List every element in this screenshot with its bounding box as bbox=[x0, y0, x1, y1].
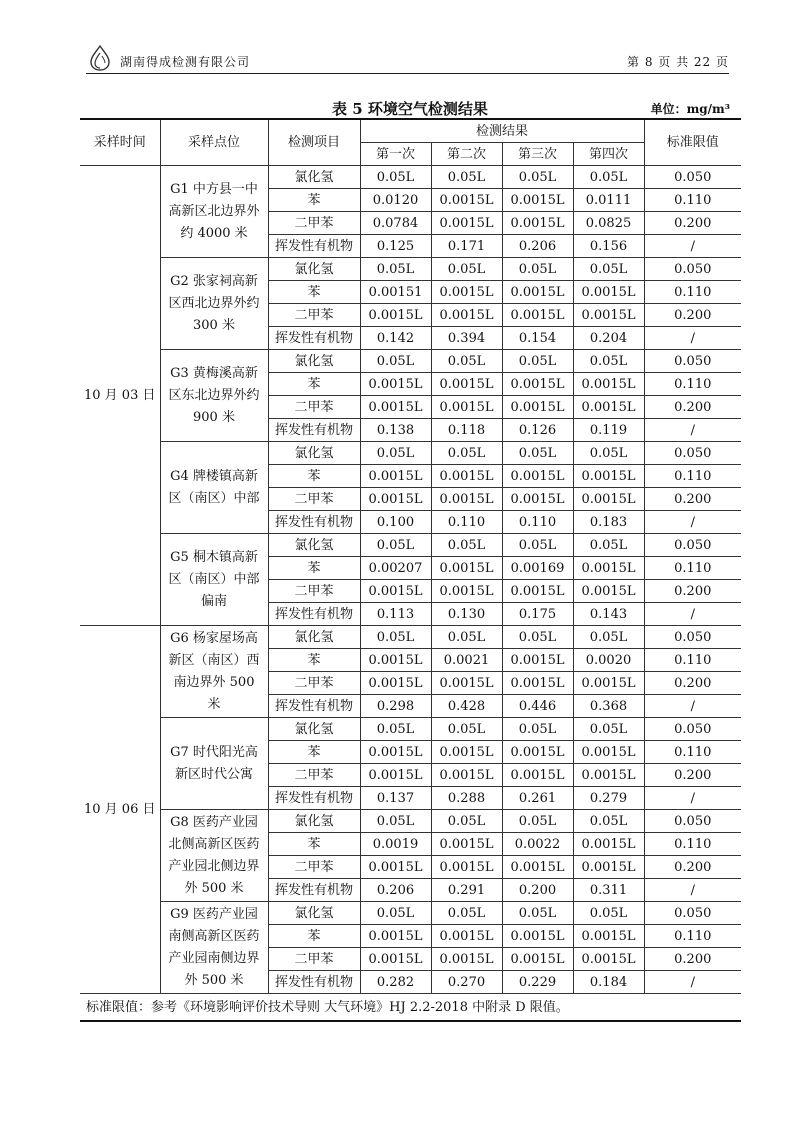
test-item: 二甲苯 bbox=[268, 580, 360, 603]
result-value: 0.0019 bbox=[360, 833, 431, 856]
test-item: 挥发性有机物 bbox=[268, 511, 360, 534]
result-value: 0.394 bbox=[431, 327, 502, 350]
result-value: 0.125 bbox=[360, 235, 431, 258]
result-value: 0.291 bbox=[431, 879, 502, 902]
table-row bbox=[80, 166, 741, 189]
standard-limit: 0.110 bbox=[644, 741, 741, 764]
sampling-site: G9 医药产业园南侧高新区医药产业园南侧边界外 500 米 bbox=[160, 902, 268, 994]
result-value: 0.143 bbox=[573, 603, 644, 626]
test-item: 挥发性有机物 bbox=[268, 235, 360, 258]
result-value: 0.0020 bbox=[573, 649, 644, 672]
result-value: 0.0825 bbox=[573, 212, 644, 235]
test-item: 氯化氢 bbox=[268, 626, 360, 649]
result-value: 0.142 bbox=[360, 327, 431, 350]
test-item: 二甲苯 bbox=[268, 304, 360, 327]
result-value: 0.05L bbox=[360, 534, 431, 557]
standard-limit: 0.200 bbox=[644, 212, 741, 235]
result-value: 0.0015L bbox=[431, 741, 502, 764]
test-item: 苯 bbox=[268, 465, 360, 488]
result-value: 0.184 bbox=[573, 971, 644, 994]
standard-limit: / bbox=[644, 419, 741, 442]
result-value: 0.113 bbox=[360, 603, 431, 626]
result-value: 0.0015L bbox=[431, 488, 502, 511]
test-item: 二甲苯 bbox=[268, 396, 360, 419]
result-value: 0.0015L bbox=[502, 925, 573, 948]
result-value: 0.0015L bbox=[360, 304, 431, 327]
test-item: 苯 bbox=[268, 189, 360, 212]
table-row bbox=[80, 902, 741, 925]
result-value: 0.00169 bbox=[502, 557, 573, 580]
result-value: 0.100 bbox=[360, 511, 431, 534]
header-limit: 标准限值 bbox=[644, 119, 741, 166]
standard-limit: / bbox=[644, 511, 741, 534]
standard-limit: 0.200 bbox=[644, 488, 741, 511]
test-item: 氯化氢 bbox=[268, 534, 360, 557]
result-value: 0.229 bbox=[502, 971, 573, 994]
result-value: 0.05L bbox=[360, 442, 431, 465]
result-value: 0.0015L bbox=[573, 833, 644, 856]
result-value: 0.0015L bbox=[573, 764, 644, 787]
sampling-site: G3 黄梅溪高新区东北边界外约 900 米 bbox=[160, 350, 268, 442]
table-caption bbox=[80, 98, 740, 118]
result-value: 0.05L bbox=[431, 442, 502, 465]
result-value: 0.0015L bbox=[502, 189, 573, 212]
result-value: 0.05L bbox=[360, 902, 431, 925]
test-item: 二甲苯 bbox=[268, 764, 360, 787]
result-value: 0.0015L bbox=[431, 212, 502, 235]
result-value: 0.171 bbox=[431, 235, 502, 258]
result-value: 0.0015L bbox=[573, 580, 644, 603]
result-value: 0.05L bbox=[431, 166, 502, 189]
standard-limit: 0.050 bbox=[644, 258, 741, 281]
result-value: 0.05L bbox=[573, 626, 644, 649]
result-value: 0.05L bbox=[502, 350, 573, 373]
header-site: 采样点位 bbox=[160, 119, 268, 166]
result-value: 0.05L bbox=[360, 718, 431, 741]
header-results: 检测结果 bbox=[360, 119, 644, 143]
page-number: 第 8 页 共 22 页 bbox=[627, 55, 729, 69]
test-item: 苯 bbox=[268, 373, 360, 396]
result-value: 0.05L bbox=[431, 258, 502, 281]
table-body bbox=[80, 166, 741, 994]
test-item: 氯化氢 bbox=[268, 718, 360, 741]
result-value: 0.0015L bbox=[360, 580, 431, 603]
table-row bbox=[80, 810, 741, 833]
standard-limit: 0.050 bbox=[644, 442, 741, 465]
standard-limit: 0.110 bbox=[644, 373, 741, 396]
test-item: 二甲苯 bbox=[268, 488, 360, 511]
result-value: 0.138 bbox=[360, 419, 431, 442]
result-value: 0.311 bbox=[573, 879, 644, 902]
result-value: 0.05L bbox=[573, 534, 644, 557]
standard-limit: 0.200 bbox=[644, 580, 741, 603]
result-value: 0.00151 bbox=[360, 281, 431, 304]
result-value: 0.0015L bbox=[573, 304, 644, 327]
header-time: 采样时间 bbox=[80, 119, 160, 166]
test-item: 苯 bbox=[268, 557, 360, 580]
header-round-2: 第二次 bbox=[431, 143, 502, 166]
result-value: 0.05L bbox=[502, 810, 573, 833]
result-value: 0.05L bbox=[431, 902, 502, 925]
result-value: 0.05L bbox=[360, 810, 431, 833]
standard-limit: / bbox=[644, 235, 741, 258]
table-row bbox=[80, 442, 741, 465]
result-value: 0.0015L bbox=[431, 304, 502, 327]
page-header bbox=[86, 44, 729, 72]
result-value: 0.156 bbox=[573, 235, 644, 258]
result-value: 0.270 bbox=[431, 971, 502, 994]
header-item: 检测项目 bbox=[268, 119, 360, 166]
result-value: 0.282 bbox=[360, 971, 431, 994]
result-value: 0.05L bbox=[431, 350, 502, 373]
test-item: 挥发性有机物 bbox=[268, 971, 360, 994]
result-value: 0.126 bbox=[502, 419, 573, 442]
test-item: 二甲苯 bbox=[268, 212, 360, 235]
result-value: 0.0015L bbox=[360, 649, 431, 672]
result-value: 0.0015L bbox=[573, 856, 644, 879]
result-value: 0.0015L bbox=[573, 373, 644, 396]
sampling-site: G1 中方县一中高新区北边界外约 4000 米 bbox=[160, 166, 268, 258]
result-value: 0.0015L bbox=[573, 396, 644, 419]
standard-limit: 0.110 bbox=[644, 649, 741, 672]
result-value: 0.05L bbox=[360, 626, 431, 649]
result-value: 0.130 bbox=[431, 603, 502, 626]
results-table bbox=[80, 118, 741, 1022]
standard-limit: 0.050 bbox=[644, 350, 741, 373]
result-value: 0.0015L bbox=[360, 672, 431, 695]
test-item: 苯 bbox=[268, 833, 360, 856]
result-value: 0.200 bbox=[502, 879, 573, 902]
result-value: 0.05L bbox=[431, 534, 502, 557]
result-value: 0.05L bbox=[573, 166, 644, 189]
result-value: 0.0015L bbox=[360, 925, 431, 948]
result-value: 0.0022 bbox=[502, 833, 573, 856]
result-value: 0.0015L bbox=[431, 764, 502, 787]
result-value: 0.0120 bbox=[360, 189, 431, 212]
test-item: 挥发性有机物 bbox=[268, 603, 360, 626]
result-value: 0.05L bbox=[360, 258, 431, 281]
result-value: 0.05L bbox=[502, 534, 573, 557]
test-item: 挥发性有机物 bbox=[268, 327, 360, 350]
result-value: 0.183 bbox=[573, 511, 644, 534]
result-value: 0.0015L bbox=[360, 856, 431, 879]
test-item: 氯化氢 bbox=[268, 166, 360, 189]
result-value: 0.05L bbox=[573, 350, 644, 373]
result-value: 0.0015L bbox=[573, 557, 644, 580]
result-value: 0.0015L bbox=[431, 281, 502, 304]
table-row bbox=[80, 718, 741, 741]
result-value: 0.0015L bbox=[573, 281, 644, 304]
result-value: 0.0015L bbox=[502, 580, 573, 603]
result-value: 0.05L bbox=[573, 258, 644, 281]
header-round-4: 第四次 bbox=[573, 143, 644, 166]
table-row bbox=[80, 350, 741, 373]
standard-limit: 0.050 bbox=[644, 902, 741, 925]
standard-limit: / bbox=[644, 787, 741, 810]
standard-limit: / bbox=[644, 879, 741, 902]
header-round-3: 第三次 bbox=[502, 143, 573, 166]
result-value: 0.0111 bbox=[573, 189, 644, 212]
result-value: 0.298 bbox=[360, 695, 431, 718]
standard-limit: 0.200 bbox=[644, 396, 741, 419]
result-value: 0.204 bbox=[573, 327, 644, 350]
test-item: 挥发性有机物 bbox=[268, 419, 360, 442]
result-value: 0.05L bbox=[431, 810, 502, 833]
test-item: 苯 bbox=[268, 649, 360, 672]
result-value: 0.175 bbox=[502, 603, 573, 626]
standard-limit: 0.200 bbox=[644, 764, 741, 787]
result-value: 0.00207 bbox=[360, 557, 431, 580]
result-value: 0.446 bbox=[502, 695, 573, 718]
test-item: 二甲苯 bbox=[268, 672, 360, 695]
company-logo-icon bbox=[86, 44, 114, 72]
result-value: 0.0015L bbox=[502, 741, 573, 764]
result-value: 0.0015L bbox=[573, 488, 644, 511]
result-value: 0.0015L bbox=[431, 465, 502, 488]
sampling-site: G5 桐木镇高新区（南区）中部偏南 bbox=[160, 534, 268, 626]
result-value: 0.118 bbox=[431, 419, 502, 442]
table-title: 表 5 环境空气检测结果 bbox=[332, 100, 488, 118]
test-item: 挥发性有机物 bbox=[268, 695, 360, 718]
result-value: 0.206 bbox=[360, 879, 431, 902]
standard-limit: 0.110 bbox=[644, 189, 741, 212]
result-value: 0.0015L bbox=[502, 672, 573, 695]
result-value: 0.288 bbox=[431, 787, 502, 810]
result-value: 0.0015L bbox=[431, 580, 502, 603]
result-value: 0.0015L bbox=[360, 948, 431, 971]
result-value: 0.0015L bbox=[360, 396, 431, 419]
result-value: 0.0015L bbox=[431, 948, 502, 971]
standard-limit: 0.050 bbox=[644, 810, 741, 833]
result-value: 0.0015L bbox=[360, 741, 431, 764]
sampling-site: G7 时代阳光高新区时代公寓 bbox=[160, 718, 268, 810]
table-row bbox=[80, 258, 741, 281]
result-value: 0.0015L bbox=[431, 672, 502, 695]
table-unit: 单位：mg/m³ bbox=[650, 102, 730, 116]
result-value: 0.0015L bbox=[502, 465, 573, 488]
result-value: 0.261 bbox=[502, 787, 573, 810]
result-value: 0.0015L bbox=[502, 396, 573, 419]
result-value: 0.0015L bbox=[573, 672, 644, 695]
test-item: 氯化氢 bbox=[268, 442, 360, 465]
standard-limit: / bbox=[644, 603, 741, 626]
result-value: 0.0015L bbox=[360, 465, 431, 488]
result-value: 0.0015L bbox=[502, 304, 573, 327]
result-value: 0.0015L bbox=[502, 856, 573, 879]
company-name: 湖南得成检测有限公司 bbox=[120, 55, 251, 69]
table-footnote: 标准限值：参考《环境影响评价技术导则 大气环境》HJ 2.2-2018 中附录 D 限值。 bbox=[80, 994, 741, 1022]
result-value: 0.0015L bbox=[573, 741, 644, 764]
standard-limit: 0.200 bbox=[644, 304, 741, 327]
result-value: 0.0015L bbox=[360, 488, 431, 511]
result-value: 0.05L bbox=[502, 258, 573, 281]
result-value: 0.05L bbox=[573, 902, 644, 925]
test-item: 二甲苯 bbox=[268, 856, 360, 879]
standard-limit: 0.050 bbox=[644, 166, 741, 189]
result-value: 0.05L bbox=[360, 350, 431, 373]
result-value: 0.0015L bbox=[431, 557, 502, 580]
test-item: 氯化氢 bbox=[268, 810, 360, 833]
result-value: 0.0015L bbox=[502, 212, 573, 235]
test-item: 苯 bbox=[268, 925, 360, 948]
sampling-site: G8 医药产业园北侧高新区医药产业园北侧边界外 500 米 bbox=[160, 810, 268, 902]
result-value: 0.0015L bbox=[502, 488, 573, 511]
result-value: 0.0015L bbox=[431, 833, 502, 856]
result-value: 0.0784 bbox=[360, 212, 431, 235]
result-value: 0.05L bbox=[573, 810, 644, 833]
result-value: 0.0015L bbox=[360, 764, 431, 787]
result-value: 0.137 bbox=[360, 787, 431, 810]
result-value: 0.279 bbox=[573, 787, 644, 810]
test-item: 挥发性有机物 bbox=[268, 787, 360, 810]
result-value: 0.0015L bbox=[573, 948, 644, 971]
sampling-date: 10 月 03 日 bbox=[80, 166, 160, 626]
sampling-site: G2 张家祠高新区西北边界外约 300 米 bbox=[160, 258, 268, 350]
result-value: 0.0015L bbox=[431, 925, 502, 948]
sampling-date: 10 月 06 日 bbox=[80, 626, 160, 994]
test-item: 挥发性有机物 bbox=[268, 879, 360, 902]
result-value: 0.05L bbox=[502, 442, 573, 465]
test-item: 氯化氢 bbox=[268, 350, 360, 373]
result-value: 0.428 bbox=[431, 695, 502, 718]
standard-limit: 0.050 bbox=[644, 534, 741, 557]
result-value: 0.05L bbox=[502, 718, 573, 741]
result-value: 0.368 bbox=[573, 695, 644, 718]
result-value: 0.05L bbox=[431, 718, 502, 741]
sampling-site: G4 牌楼镇高新区（南区）中部 bbox=[160, 442, 268, 534]
standard-limit: 0.200 bbox=[644, 672, 741, 695]
result-value: 0.0015L bbox=[431, 856, 502, 879]
result-value: 0.05L bbox=[573, 442, 644, 465]
result-value: 0.119 bbox=[573, 419, 644, 442]
result-value: 0.0015L bbox=[360, 373, 431, 396]
table-row bbox=[80, 626, 741, 649]
result-value: 0.0015L bbox=[431, 189, 502, 212]
table-row bbox=[80, 534, 741, 557]
result-value: 0.206 bbox=[502, 235, 573, 258]
standard-limit: / bbox=[644, 695, 741, 718]
result-value: 0.110 bbox=[431, 511, 502, 534]
result-value: 0.05L bbox=[573, 718, 644, 741]
result-value: 0.0015L bbox=[502, 764, 573, 787]
result-value: 0.0015L bbox=[573, 925, 644, 948]
standard-limit: 0.110 bbox=[644, 465, 741, 488]
result-value: 0.0015L bbox=[431, 373, 502, 396]
test-item: 氯化氢 bbox=[268, 258, 360, 281]
standard-limit: 0.050 bbox=[644, 626, 741, 649]
result-value: 0.0015L bbox=[502, 948, 573, 971]
header-round-1: 第一次 bbox=[360, 143, 431, 166]
result-value: 0.0015L bbox=[431, 396, 502, 419]
result-value: 0.05L bbox=[360, 166, 431, 189]
test-item: 氯化氢 bbox=[268, 902, 360, 925]
standard-limit: 0.110 bbox=[644, 557, 741, 580]
standard-limit: / bbox=[644, 971, 741, 994]
result-value: 0.05L bbox=[502, 626, 573, 649]
standard-limit: 0.110 bbox=[644, 833, 741, 856]
test-item: 二甲苯 bbox=[268, 948, 360, 971]
result-value: 0.0015L bbox=[502, 373, 573, 396]
result-value: 0.05L bbox=[502, 166, 573, 189]
result-value: 0.0021 bbox=[431, 649, 502, 672]
result-value: 0.0015L bbox=[502, 649, 573, 672]
result-value: 0.05L bbox=[502, 902, 573, 925]
standard-limit: 0.110 bbox=[644, 281, 741, 304]
result-value: 0.05L bbox=[431, 626, 502, 649]
standard-limit: / bbox=[644, 327, 741, 350]
standard-limit: 0.200 bbox=[644, 948, 741, 971]
sampling-site: G6 杨家屋场高新区（南区）西南边界外 500 米 bbox=[160, 626, 268, 718]
standard-limit: 0.110 bbox=[644, 925, 741, 948]
standard-limit: 0.200 bbox=[644, 856, 741, 879]
result-value: 0.154 bbox=[502, 327, 573, 350]
test-item: 苯 bbox=[268, 741, 360, 764]
standard-limit: 0.050 bbox=[644, 718, 741, 741]
result-value: 0.0015L bbox=[573, 465, 644, 488]
result-value: 0.0015L bbox=[502, 281, 573, 304]
result-value: 0.110 bbox=[502, 511, 573, 534]
test-item: 苯 bbox=[268, 281, 360, 304]
header-divider bbox=[86, 73, 729, 74]
